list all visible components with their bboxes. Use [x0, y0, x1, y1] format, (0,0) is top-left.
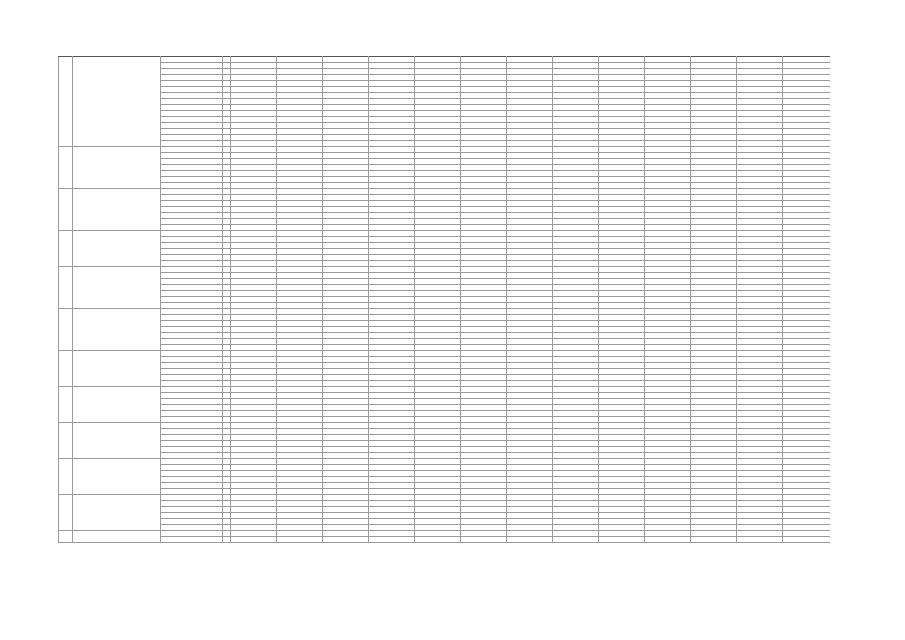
table-row — [59, 537, 831, 543]
funding-source-cell — [161, 537, 223, 543]
section-title-cell — [73, 267, 161, 309]
value-cell — [369, 537, 415, 543]
section-title-cell — [73, 147, 161, 189]
section-number-cell — [59, 231, 73, 267]
section-title-cell — [73, 189, 161, 231]
section-title-cell — [73, 351, 161, 387]
value-cell — [737, 537, 783, 543]
value-cell — [415, 537, 461, 543]
value-cell — [461, 537, 507, 543]
section-number-cell — [59, 309, 73, 351]
section-number-cell — [59, 267, 73, 309]
section-title-cell — [73, 387, 161, 423]
budget-table-page — [58, 56, 830, 585]
section-title-cell — [73, 57, 161, 147]
value-cell — [691, 537, 737, 543]
value-cell — [553, 537, 599, 543]
section-title-cell — [73, 309, 161, 351]
value-cell — [783, 537, 831, 543]
value-cell — [277, 537, 323, 543]
section-number-cell — [59, 147, 73, 189]
value-cell — [231, 537, 277, 543]
value-cell — [323, 537, 369, 543]
section-number-cell — [59, 459, 73, 495]
section-title-cell — [73, 459, 161, 495]
section-title-cell — [73, 495, 161, 531]
section-number-cell — [59, 531, 73, 543]
section-title-cell — [73, 423, 161, 459]
section-number-cell — [59, 351, 73, 387]
section-number-cell — [59, 387, 73, 423]
value-cell — [645, 537, 691, 543]
row-code-cell — [223, 537, 231, 543]
section-number-cell — [59, 423, 73, 459]
section-title-cell — [73, 531, 161, 543]
section-number-cell — [59, 57, 73, 147]
section-number-cell — [59, 495, 73, 531]
budget-table-body — [59, 57, 831, 543]
section-number-cell — [59, 189, 73, 231]
section-title-cell — [73, 231, 161, 267]
value-cell — [599, 537, 645, 543]
value-cell — [507, 537, 553, 543]
budget-table — [58, 56, 830, 543]
